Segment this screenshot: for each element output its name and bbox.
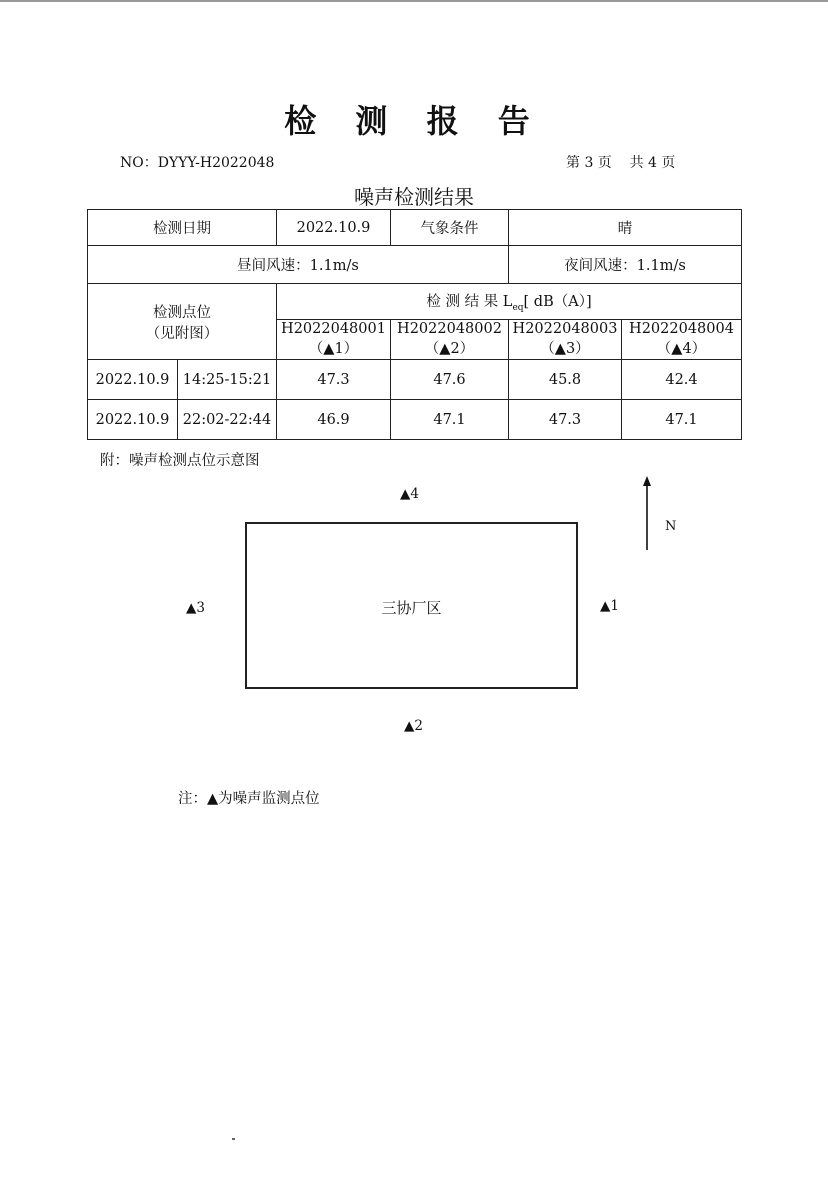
noise-results-table [87, 209, 742, 440]
point-id: H2022048003 [512, 321, 618, 337]
point-header-cell [277, 320, 391, 360]
point-mark: （▲3） [540, 341, 590, 357]
day-wind-cell: 昼间风速：1.1m/s [88, 246, 509, 284]
date-value-cell: 2022.10.9 [277, 210, 391, 246]
page-indicator: 第 3 页 共 4 页 [566, 155, 676, 171]
row-date-cell: 2022.10.9 [88, 360, 178, 400]
row-time-cell: 14:25-15:21 [178, 360, 277, 400]
report-number: NO：DYYY-H2022048 [120, 155, 275, 171]
value-cell: 47.3 [509, 400, 622, 440]
monitoring-point-1: ▲1 [600, 598, 619, 614]
table-row [88, 400, 742, 440]
result-label-sub: eq [512, 302, 524, 313]
table-row [88, 246, 742, 284]
point-header-cell [622, 320, 742, 360]
row-time-cell: 22:02-22:44 [178, 400, 277, 440]
night-wind-cell: 夜间风速：1.1m/s [509, 246, 742, 284]
value-cell: 42.4 [622, 360, 742, 400]
legend-note: 注：▲为噪声监测点位 [178, 791, 320, 807]
north-arrow-icon [640, 476, 654, 550]
point-header-cell [509, 320, 622, 360]
appendix-label: 附：噪声检测点位示意图 [100, 453, 260, 469]
scan-speck [232, 1138, 235, 1140]
value-cell: 47.3 [277, 360, 391, 400]
point-id: H2022048002 [397, 321, 502, 337]
point-id: H2022048001 [281, 321, 386, 337]
monitoring-point-4: ▲4 [400, 486, 419, 502]
value-cell: 46.9 [277, 400, 391, 440]
factory-label: 三协厂区 [381, 599, 442, 617]
point-mark: （▲1） [308, 341, 359, 357]
point-mark: （▲2） [424, 341, 475, 357]
report-title: 检 测 报 告 [284, 102, 544, 140]
result-label-suffix: [ dB（A）] [523, 294, 592, 311]
point-header-cell [391, 320, 509, 360]
result-header-cell [277, 284, 742, 320]
value-cell: 47.1 [622, 400, 742, 440]
weather-value-cell: 晴 [509, 210, 742, 246]
point-id: H2022048004 [629, 321, 734, 337]
value-cell: 47.1 [391, 400, 509, 440]
weather-label-cell: 气象条件 [391, 210, 509, 246]
location-label-line1: 检测点位 [153, 304, 211, 321]
row-date-cell: 2022.10.9 [88, 400, 178, 440]
point-mark: （▲4） [656, 341, 707, 357]
table-row [88, 360, 742, 400]
value-cell: 45.8 [509, 360, 622, 400]
date-label-cell: 检测日期 [88, 210, 277, 246]
value-cell: 47.6 [391, 360, 509, 400]
location-label-cell [88, 284, 277, 360]
monitoring-point-2: ▲2 [404, 718, 423, 734]
monitoring-point-3: ▲3 [186, 600, 205, 616]
table-row [88, 284, 742, 320]
table-row [88, 210, 742, 246]
table-title: 噪声检测结果 [354, 185, 474, 209]
north-label: N [665, 519, 677, 534]
location-label-line2: （见附图） [145, 325, 219, 342]
page-top-edge [0, 0, 828, 2]
result-label-prefix: 检 测 结 果 L [426, 294, 513, 311]
